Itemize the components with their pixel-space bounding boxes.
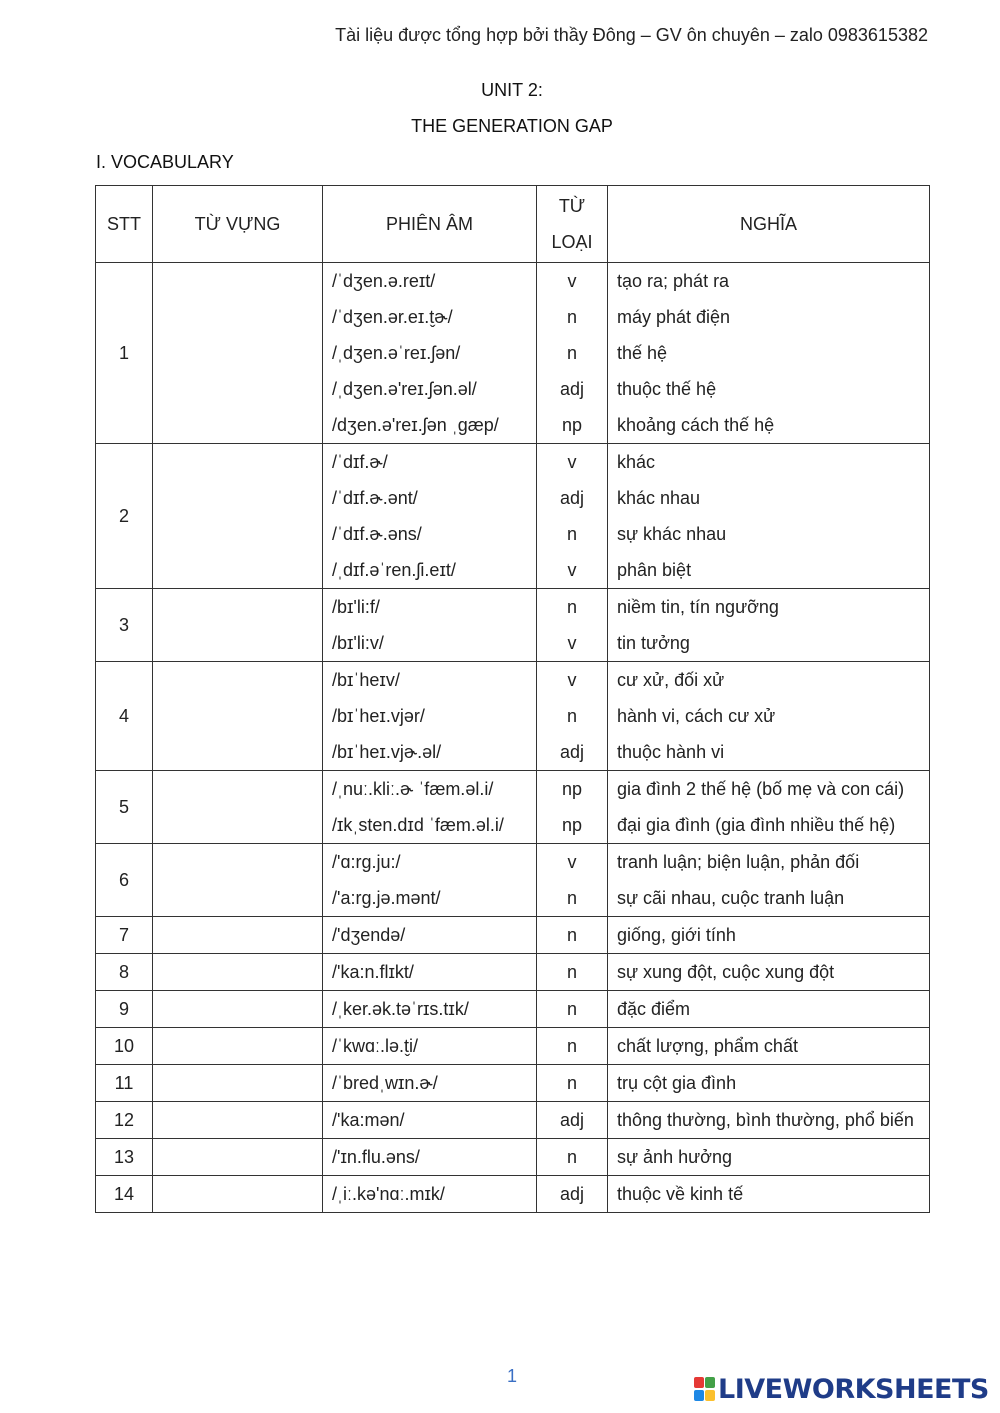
pos-line: n	[566, 1147, 577, 1167]
stt-cell: 2	[96, 444, 153, 589]
meaning-cell	[608, 1065, 930, 1102]
stt-cell: 7	[96, 917, 153, 954]
pos-cell	[537, 991, 608, 1028]
table-row	[96, 1102, 930, 1139]
ipa-line: /'dʒendə/	[332, 925, 406, 945]
table-row	[96, 844, 930, 917]
word-cell	[153, 1139, 323, 1176]
table-row	[96, 1028, 930, 1065]
pos-line: n	[566, 925, 577, 945]
meaning-line: khoảng cách thế hệ	[617, 415, 775, 435]
meaning-line: sự ảnh hưởng	[617, 1147, 732, 1167]
ipa-line: /'ka:mən/	[332, 1110, 405, 1130]
meaning-cell	[608, 444, 930, 589]
stt-cell: 5	[96, 771, 153, 844]
pos-line: np	[561, 779, 583, 799]
pos-line: adj	[559, 1110, 585, 1130]
ipa-line: /ˈdʒen.ər.eɪ.t̬ɚ/	[332, 307, 453, 327]
word-cell	[153, 1028, 323, 1065]
meaning-cell	[608, 1102, 930, 1139]
pos-line: np	[561, 815, 583, 835]
ipa-cell	[323, 771, 537, 844]
word-cell	[153, 954, 323, 991]
ipa-line: /dʒen.ə'reɪ.ʃən ˌgæp/	[332, 415, 499, 435]
meaning-line: khác nhau	[617, 488, 701, 508]
header-ipa: PHIÊN ÂM	[323, 186, 537, 263]
pos-line: n	[566, 999, 577, 1019]
word-cell	[153, 662, 323, 771]
word-cell	[153, 917, 323, 954]
pos-line: n	[566, 706, 577, 726]
pos-cell	[537, 1065, 608, 1102]
pos-line: v	[567, 560, 577, 580]
ipa-line: /ˌker.ək.təˈrɪs.tɪk/	[332, 999, 469, 1019]
meaning-line: sự cãi nhau, cuộc tranh luận	[617, 888, 845, 908]
pos-line: n	[566, 962, 577, 982]
pos-line: v	[567, 452, 577, 472]
meaning-line: khác	[617, 452, 656, 472]
pos-line: n	[566, 597, 577, 617]
unit-title: UNIT 2:	[481, 80, 543, 100]
meaning-cell	[608, 662, 930, 771]
ipa-cell	[323, 1176, 537, 1213]
meaning-cell	[608, 954, 930, 991]
ipa-line: /ˈdɪf.ɚ.əns/	[332, 524, 422, 544]
table-row	[96, 1065, 930, 1102]
ipa-line: /ˈdɪf.ɚ/	[332, 452, 388, 472]
ipa-line: /ˌdɪf.əˈren.ʃi.eɪt/	[332, 560, 456, 580]
meaning-cell	[608, 1028, 930, 1065]
meaning-line: chất lượng, phẩm chất	[617, 1036, 798, 1056]
table-row	[96, 991, 930, 1028]
meaning-line: sự khác nhau	[617, 524, 727, 544]
meaning-line: máy phát điện	[617, 307, 731, 327]
ipa-line: /'ka:n.flɪkt/	[332, 962, 414, 982]
pos-line: n	[566, 343, 577, 363]
meaning-cell	[608, 589, 930, 662]
meaning-line: niềm tin, tín ngưỡng	[617, 597, 779, 617]
ipa-cell	[323, 662, 537, 771]
word-cell	[153, 444, 323, 589]
ipa-line: /'a:rg.jə.mənt/	[332, 888, 441, 908]
ipa-line: /bɪˈheɪ.vjɚ.əl/	[332, 742, 442, 762]
ipa-line: /ˈkwɑː.lə.t̬i/	[332, 1036, 419, 1056]
header-note: Tài liệu được tổng hợp bởi thầy Đông – GV ôn chuyên – zalo 0983615382	[335, 25, 928, 45]
table-row	[96, 917, 930, 954]
meaning-line: thông thường, bình thường, phổ biến	[617, 1110, 914, 1130]
page-number: 1	[506, 1366, 517, 1386]
vocabulary-table	[95, 185, 930, 1213]
meaning-cell	[608, 263, 930, 444]
word-cell	[153, 991, 323, 1028]
pos-cell	[537, 844, 608, 917]
header-stt: STT	[96, 186, 153, 263]
meaning-line: gia đình 2 thế hệ (bố mẹ và con cái)	[617, 779, 905, 799]
ipa-cell	[323, 954, 537, 991]
ipa-line: /ˌiː.kə'nɑː.mɪk/	[332, 1184, 445, 1204]
word-cell	[153, 1065, 323, 1102]
table-row	[96, 662, 930, 771]
stt-cell: 12	[96, 1102, 153, 1139]
pos-line: adj	[559, 379, 585, 399]
pos-line: v	[567, 633, 577, 653]
table-row	[96, 589, 930, 662]
stt-cell: 8	[96, 954, 153, 991]
stt-cell: 11	[96, 1065, 153, 1102]
ipa-cell	[323, 1139, 537, 1176]
table-row	[96, 1139, 930, 1176]
section-title: I. VOCABULARY	[96, 152, 234, 172]
ipa-line: /bɪ'li:v/	[332, 633, 384, 653]
word-cell	[153, 844, 323, 917]
ipa-line: /ˈdʒen.ə.reɪt/	[332, 271, 436, 291]
ipa-line: /bɪˈheɪv/	[332, 670, 400, 690]
pos-line: n	[566, 1036, 577, 1056]
ipa-cell	[323, 589, 537, 662]
stt-cell: 13	[96, 1139, 153, 1176]
meaning-line: tranh luận; biện luận, phản đối	[617, 852, 860, 872]
stt-cell: 3	[96, 589, 153, 662]
meaning-line: đặc điểm	[617, 999, 691, 1019]
ipa-cell	[323, 844, 537, 917]
pos-line: n	[566, 1073, 577, 1093]
word-cell	[153, 589, 323, 662]
pos-cell	[537, 917, 608, 954]
ipa-line: /bɪ'li:f/	[332, 597, 380, 617]
word-cell	[153, 263, 323, 444]
ipa-line: /ˌdʒen.əˈreɪ.ʃən/	[332, 343, 461, 363]
ipa-cell	[323, 1028, 537, 1065]
pos-cell	[537, 662, 608, 771]
pos-line: v	[567, 852, 577, 872]
pos-line: n	[566, 888, 577, 908]
header-pos	[537, 186, 608, 263]
stt-cell: 9	[96, 991, 153, 1028]
header-word: TỪ VỰNG	[153, 186, 323, 263]
meaning-line: tin tưởng	[617, 633, 690, 653]
ipa-line: /ˈbredˌwɪn.ɚ/	[332, 1073, 438, 1093]
pos-cell	[537, 263, 608, 444]
pos-cell	[537, 954, 608, 991]
meaning-line: thuộc hành vi	[617, 742, 725, 762]
ipa-cell	[323, 444, 537, 589]
meaning-line: thuộc về kinh tế	[617, 1184, 744, 1204]
header-pos-line1: TỪ	[558, 196, 586, 216]
ipa-cell	[323, 263, 537, 444]
pos-cell	[537, 1102, 608, 1139]
stt-cell: 4	[96, 662, 153, 771]
meaning-line: đại gia đình (gia đình nhiều thế hệ)	[617, 815, 896, 835]
table-row	[96, 771, 930, 844]
meaning-line: trụ cột gia đình	[617, 1073, 737, 1093]
meaning-cell	[608, 917, 930, 954]
ipa-cell	[323, 1065, 537, 1102]
pos-cell	[537, 1176, 608, 1213]
meaning-line: cư xử, đối xử	[617, 670, 725, 690]
meaning-line: thế hệ	[617, 343, 668, 363]
word-cell	[153, 1176, 323, 1213]
pos-line: v	[567, 670, 577, 690]
pos-cell	[537, 1139, 608, 1176]
header-pos-line2: LOẠI	[551, 232, 593, 252]
table-row	[96, 954, 930, 991]
ipa-line: /'ɪn.flu.əns/	[332, 1147, 420, 1167]
table-row	[96, 1176, 930, 1213]
stt-cell: 14	[96, 1176, 153, 1213]
meaning-line: thuộc thế hệ	[617, 379, 717, 399]
ipa-line: /ɪkˌsten.dɪd ˈfæm.əl.i/	[332, 815, 504, 835]
ipa-line: /ˌnuː.kliː.ɚ ˈfæm.əl.i/	[332, 779, 494, 799]
table-body	[96, 263, 930, 1213]
ipa-line: /'ɑ:rg.ju:/	[332, 852, 401, 872]
meaning-cell	[608, 991, 930, 1028]
table-header-row	[96, 186, 930, 263]
pos-line: n	[566, 307, 577, 327]
meaning-line: sự xung đột, cuộc xung đột	[617, 962, 835, 982]
pos-line: v	[567, 271, 577, 291]
meaning-line: phân biệt	[617, 560, 692, 580]
meaning-cell	[608, 844, 930, 917]
liveworksheets-logo-icon	[694, 1375, 716, 1403]
pos-line: adj	[559, 1184, 585, 1204]
unit-subtitle: THE GENERATION GAP	[411, 116, 613, 136]
stt-cell: 1	[96, 263, 153, 444]
stt-cell: 6	[96, 844, 153, 917]
pos-line: adj	[559, 742, 585, 762]
pos-cell	[537, 589, 608, 662]
liveworksheets-brand	[694, 1372, 989, 1406]
ipa-line: /ˌdʒen.ə'reɪ.ʃən.əl/	[332, 379, 477, 399]
meaning-line: tạo ra; phát ra	[617, 271, 730, 291]
ipa-cell	[323, 1102, 537, 1139]
word-cell	[153, 771, 323, 844]
meaning-cell	[608, 771, 930, 844]
brand-text: LIVEWORKSHEETS	[718, 1373, 989, 1405]
table-row	[96, 263, 930, 444]
header-meaning: NGHĨA	[608, 186, 930, 263]
meaning-line: hành vi, cách cư xử	[617, 706, 776, 726]
pos-cell	[537, 771, 608, 844]
meaning-line: giống, giới tính	[617, 925, 736, 945]
ipa-line: /bɪˈheɪ.vjər/	[332, 706, 425, 726]
meaning-cell	[608, 1176, 930, 1213]
pos-cell	[537, 444, 608, 589]
pos-cell	[537, 1028, 608, 1065]
pos-line: n	[566, 524, 577, 544]
ipa-line: /ˈdɪf.ɚ.ənt/	[332, 488, 418, 508]
ipa-cell	[323, 917, 537, 954]
ipa-cell	[323, 991, 537, 1028]
meaning-cell	[608, 1139, 930, 1176]
word-cell	[153, 1102, 323, 1139]
pos-line: adj	[559, 488, 585, 508]
pos-line: np	[561, 415, 583, 435]
table-row	[96, 444, 930, 589]
stt-cell: 10	[96, 1028, 153, 1065]
